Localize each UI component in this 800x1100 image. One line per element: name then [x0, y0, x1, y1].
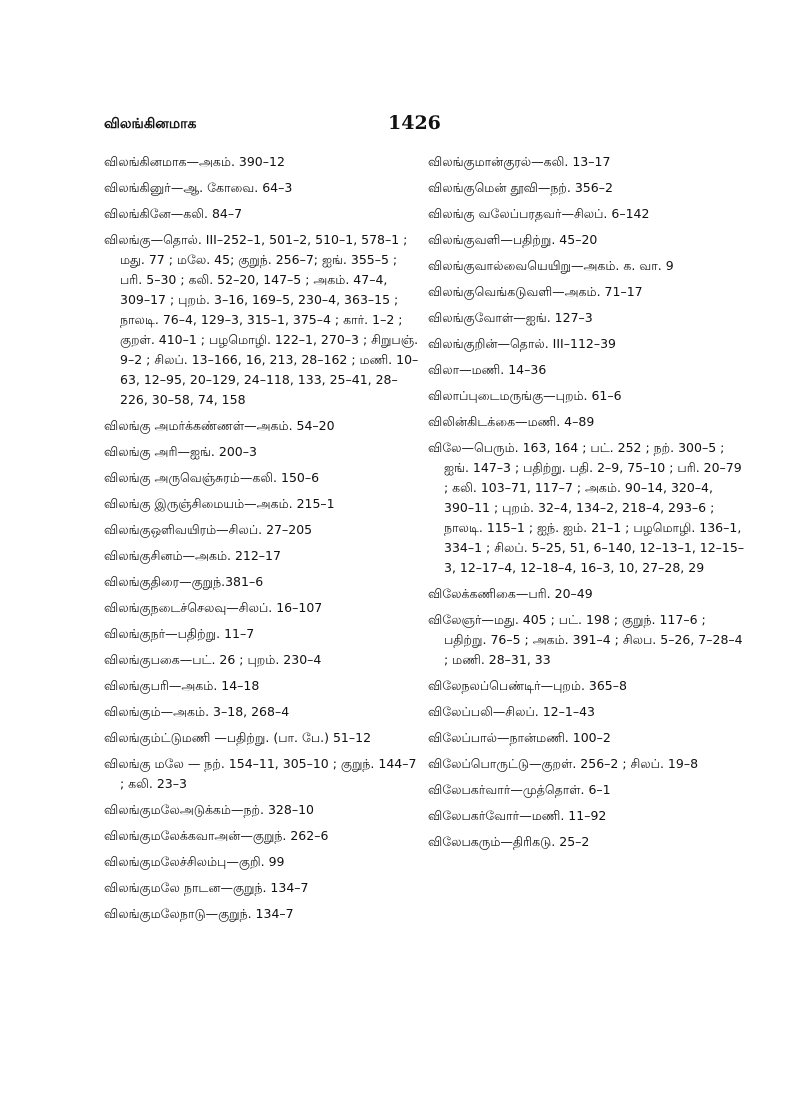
index-entry: விலங்குபகை—பட். 26 ; புறம். 230–4: [104, 652, 322, 667]
index-entry: விலங்கு அருவெஞ்சுரம்—கலி. 150–6: [104, 470, 320, 485]
index-entry: விலங்கு அரி—ஐங். 200–3: [104, 444, 257, 459]
index-entry: விலேப்பால்—நான்மணி. 100–2: [428, 730, 611, 745]
index-entry: விலங்குமலே நாடன—குறுந். 134–7: [104, 880, 309, 895]
running-head: விலங்கினமாக: [104, 116, 197, 132]
index-entry: விலங்குமலேச்சிலம்பு—குறி. 99: [104, 854, 285, 869]
index-entry: விலங்கு இருஞ்சிமையம்—அகம். 215–1: [104, 496, 335, 511]
index-entry: விலங்குபரி—அகம். 14–18: [104, 678, 260, 693]
index-entry: விலேபகரும்—திரிகடு. 25–2: [428, 834, 590, 849]
index-entry: விலங்குசினம்—அகம். 212–17: [104, 548, 281, 563]
index-entry: விலங்கினே—கலி. 84–7: [104, 206, 243, 221]
index-entry: விலங்குமான்குரல்—கலி. 13–17: [428, 154, 611, 169]
index-entry: விலங்குதிரை—குறுந்.381–6: [104, 574, 264, 589]
index-entry: விலங்குமலேக்கவாஅன்—குறுந். 262–6: [104, 828, 329, 843]
index-entry: விலேபகர்வார்—முத்தொள். 6–1: [428, 782, 611, 797]
index-entry: விலங்குறின்—தொல். III–112–39: [428, 336, 617, 351]
index-entry: விலேப்பலி—சிலப். 12–1–43: [428, 704, 595, 719]
index-entry: விலங்குநடைச்செலவு—சிலப். 16–107: [104, 600, 323, 615]
index-entry: விலேநலப்பெண்டிர்—புறம். 365–8: [428, 678, 627, 693]
index-entry: விலங்குநர்—பதிற்று. 11–7: [104, 626, 255, 641]
index-entry: விலங்குவளி—பதிற்று. 45–20: [428, 232, 598, 247]
index-entry: விலங்கு வலேப்பரதவர்—சிலப். 6–142: [428, 206, 650, 221]
index-entry: விலின்கிடக்கை—மணி. 4–89: [428, 414, 595, 429]
page-number: 1426: [388, 112, 441, 134]
index-entry: விலங்கு அமர்க்கண்ணள்—அகம். 54–20: [104, 418, 335, 433]
index-entry: விலா—மணி. 14–36: [428, 362, 547, 377]
index-entry: விலங்குமென் தூவி—நற். 356–2: [428, 180, 613, 195]
index-entry: விலங்கினுர்—ஆ. கோவை. 64–3: [104, 180, 293, 195]
index-entry: விலங்குமலேநாடு—குறுந். 134–7: [104, 906, 294, 921]
index-entry: விலே—பெரும். 163, 164 ; பட். 252 ; நற். 300–5 ; ஐங். 147–3 ; பதிற்று. பதி. 2–9, 75–10 ; பரி. 20–79 ; கலி. 103–71, 117–7 ; அகம். 90–14, 320–4, 390–11 ; புறம். 32–4, 134–2, 218–4, 293–6 ; நாலடி. 115–1 ; ஐந். ஐம். 21–1 ; பழமொழி. 136–1, 334–1 ; சிலப். 5–25, 51, 6–140, 12–13–1, 12–15–3, 12–17–4, 12–18–4, 16–3, 10, 27–28, 29: [428, 440, 745, 575]
index-entry: விலேப்பொருட்டு—குறள். 256–2 ; சிலப். 19–8: [428, 756, 699, 771]
index-entry: விலங்கும்—அகம். 3–18, 268–4: [104, 704, 290, 719]
index-entry: விலங்கு மலே — நற். 154–11, 305–10 ; குறுந். 144–7 ; கலி. 23–3: [104, 756, 417, 791]
index-entry: விலேபகர்வோர்—மணி. 11–92: [428, 808, 607, 823]
index-entry: விலங்குவால்வையெயிறு—அகம். க. வா. 9: [428, 258, 674, 273]
index-entry: விலங்குவோள்—ஐங். 127–3: [428, 310, 593, 325]
index-entry: விலேக்கணிகை—பரி. 20–49: [428, 586, 593, 601]
index-entry: விலாப்புடைமருங்கு—புறம். 61–6: [428, 388, 622, 403]
right-column: [428, 152, 746, 858]
left-column: [104, 152, 420, 930]
index-entry: விலங்கு—தொல். III–252–1, 501–2, 510–1, 578–1 ; மது. 77 ; மலே. 45; குறுந். 256–7; ஐங். 355–5 ; பரி. 5–30 ; கலி. 52–20, 147–5 ; அகம். 47–4, 309–17 ; புறம். 3–16, 169–5, 230–4, 363–15 ; நாலடி. 76–4, 129–3, 315–1, 375–4 ; கார். 1–2 ; குறள். 410–1 ; பழமொழி. 122–1, 270–3 ; சிறுபஞ். 9–2 ; சிலப். 13–166, 16, 213, 28–162 ; மணி. 10–63, 12–95, 20–129, 24–118, 133, 25–41, 28–226, 30–58, 74, 158: [104, 232, 419, 407]
index-entry: விலங்கும்ட்டுமணி —பதிற்று. (பா. பே.) 51–12: [104, 730, 372, 745]
index-entry: விலங்குவெங்கடுவளி—அகம். 71–17: [428, 284, 643, 299]
index-entry: விலேஞர்—மது. 405 ; பட். 198 ; குறுந். 117–6 ; பதிற்று. 76–5 ; அகம். 391–4 ; சிலப. 5–26, 7–28–4 ; மணி. 28–31, 33: [428, 612, 743, 667]
index-entry: விலங்குஒளிவயிரம்—சிலப். 27–205: [104, 522, 313, 537]
index-entry: விலங்குமலேஅடுக்கம்—நற். 328–10: [104, 802, 314, 817]
index-entry: விலங்கினமாக—அகம். 390–12: [104, 154, 285, 169]
